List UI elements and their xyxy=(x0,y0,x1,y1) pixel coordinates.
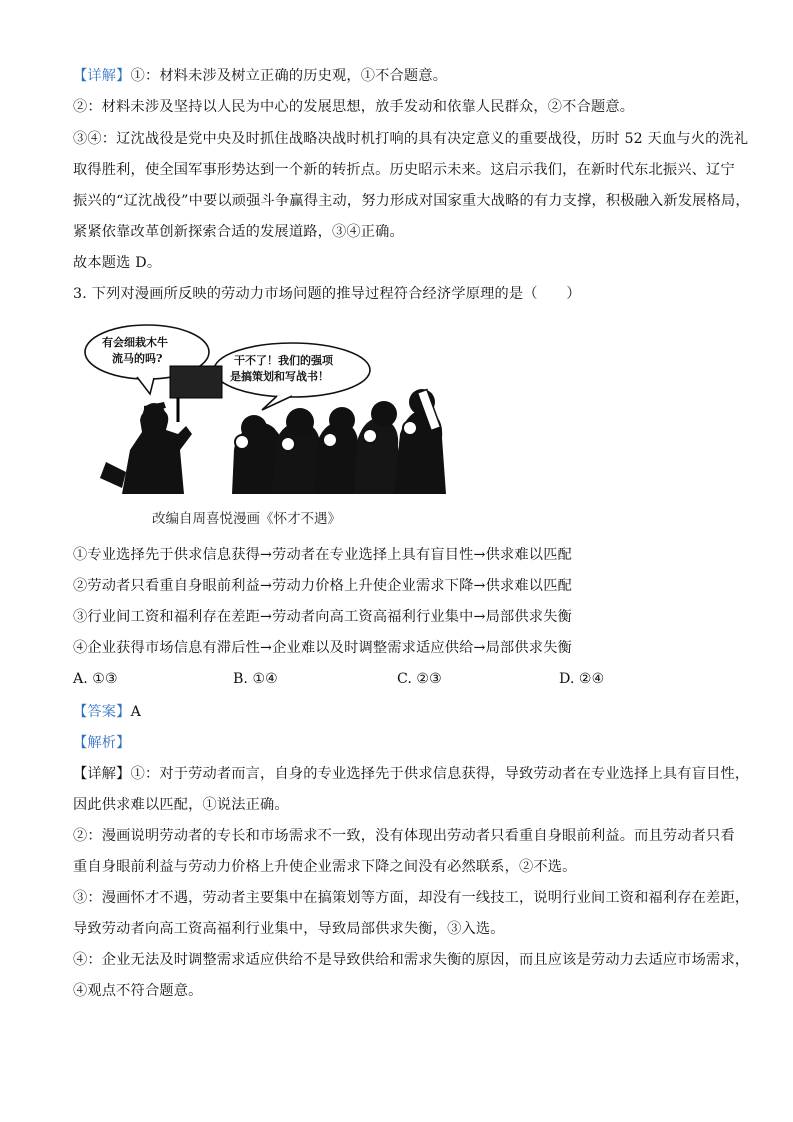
analysis-text-1: ①：对于劳动者而言，自身的专业选择先于供求信息获得，导致劳动者在专业选择上具有盲目性， xyxy=(130,766,750,782)
detail-tag: 【详解】 xyxy=(73,68,131,84)
analysis-line-6: 导致劳动者向高工资高福利行业集中，导致局部供求失衡，③入选。 xyxy=(73,921,505,937)
analysis-line-4: 重自身眼前利益与劳动力价格上升使企业需求下降之间没有必然联系，②不选。 xyxy=(73,859,577,875)
option-c: C. ②③ xyxy=(397,671,442,687)
option-b: B. ①④ xyxy=(233,671,278,687)
option-a: A. ①③ xyxy=(73,671,118,687)
answer-line xyxy=(73,702,141,722)
prev-detail-line-4: 取得胜利，使全国军事形势达到一个新的转折点。历史昭示未来。这启示我们，在新时代东北振兴、辽宁 xyxy=(73,162,735,178)
cartoon-caption: 改编自周喜悦漫画《怀才不遇》 xyxy=(152,511,341,527)
question-item-1: ①专业选择先于供求信息获得→劳动者在专业选择上具有盲目性→供求难以匹配 xyxy=(73,547,572,563)
prev-conclusion: 故本题选 D。 xyxy=(73,255,162,271)
analysis-line-2: 因此供求难以匹配，①说法正确。 xyxy=(73,797,289,813)
analysis-line-1 xyxy=(73,764,749,784)
prev-detail-line-6: 紧紧依靠改革创新探索合适的发展道路，③④正确。 xyxy=(73,224,404,240)
question-stem: 3. 下列对漫画所反映的劳动力市场问题的推导过程符合经济学原理的是（ ） xyxy=(73,286,581,302)
analysis-tag: 【解析】 xyxy=(73,735,131,751)
analysis-detail-tag: 【详解】 xyxy=(73,766,131,782)
cartoon-image xyxy=(82,322,492,504)
bubble-left-line-2: 流马的吗? xyxy=(112,352,163,365)
answer-tag: 【答案】 xyxy=(73,704,131,720)
analysis-line-7: ④：企业无法及时调整需求适应供给不是导致供给和需求失衡的原因，而且应该是劳动力去适应市场需求， xyxy=(73,952,750,968)
analysis-line-5: ③：漫画怀才不遇，劳动者主要集中在搞策划等方面，却没有一线技工，说明行业间工资和福利存在差距， xyxy=(73,890,750,906)
prev-detail-line-2: ②：材料未涉及坚持以人民为中心的发展思想，放手发动和依靠人民群众，②不合题意。 xyxy=(73,99,635,115)
option-d: D. ②④ xyxy=(559,671,605,687)
prev-detail-text-1: ①：材料未涉及树立正确的历史观，①不合题意。 xyxy=(130,68,448,84)
prev-detail-line-3: ③④：辽沈战役是党中央及时抓住战略决战时机打响的具有决定意义的重要战役，历时 52 天血与火的洗礼 xyxy=(73,131,749,147)
answer-value: A xyxy=(130,704,142,720)
prev-detail-line-1 xyxy=(73,66,447,86)
question-item-3: ③行业间工资和福利存在差距→劳动者向高工资高福利行业集中→局部供求失衡 xyxy=(73,609,572,625)
bubble-right-line-1: 干不了！我们的强项 xyxy=(234,354,333,367)
question-item-2: ②劳动者只看重自身眼前利益→劳动力价格上升使企业需求下降→供求难以匹配 xyxy=(73,578,572,594)
bubble-right-line-2: 是搞策划和写战书！ xyxy=(230,370,329,383)
analysis-line-8: ④观点不符合题意。 xyxy=(73,983,203,999)
prev-detail-line-5: 振兴的“辽沈战役”中要以顽强斗争赢得主动，努力形成对国家重大战略的有力支撑，积极融入新发展格局， xyxy=(73,193,750,209)
question-item-4: ④企业获得市场信息有滞后性→企业难以及时调整需求适应供给→局部供求失衡 xyxy=(73,640,572,656)
bubble-left-line-1: 有会细栽木牛 xyxy=(102,336,168,349)
analysis-line-3: ②：漫画说明劳动者的专长和市场需求不一致，没有体现出劳动者只看重自身眼前利益。而且劳动者只看 xyxy=(73,828,735,844)
